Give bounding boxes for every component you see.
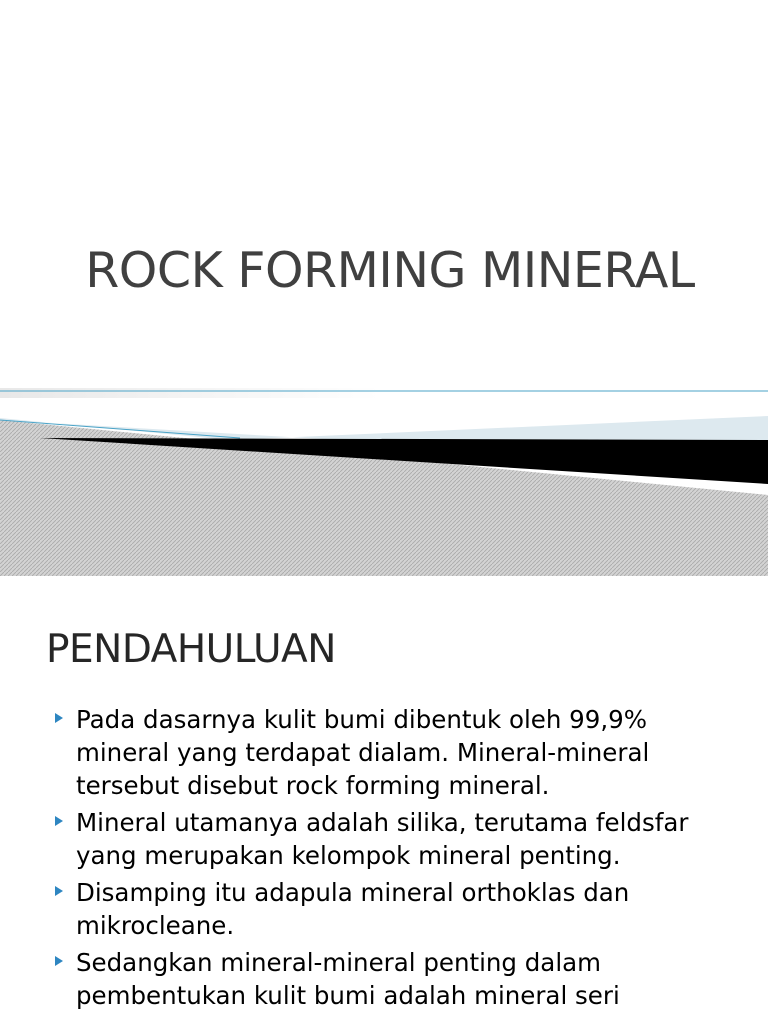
triangle-bullet-icon [55,886,63,896]
triangle-bullet-icon [55,713,63,723]
bullet-list [0,703,768,1016]
content-slide [0,576,768,1024]
triangle-bullet-icon [55,956,63,966]
slide-title: ROCK FORMING MINERAL [85,242,695,299]
bullet-item [0,946,768,1012]
bullet-item [0,876,768,942]
top-fade-strip [0,388,380,398]
bullet-item [0,806,768,872]
bullet-text: Disamping itu adapula mineral orthoklas dan mikrocleane. [76,878,630,940]
bullet-text: Mineral utamanya adalah silika, terutama feldsfar yang merupakan kelompok mineral penting. [76,808,689,870]
bullet-item [0,703,768,802]
section-heading: PENDAHULUAN [46,627,336,672]
bullet-text: Sedangkan mineral-mineral penting dalam pembentukan kulit bumi adalah mineral seri [76,948,620,1010]
decorative-wave-banner [0,380,768,576]
bullet-text: Pada dasarnya kulit bumi dibentuk oleh 99,9% mineral yang terdapat dialam. Mineral-mineral tersebut disebut rock forming mineral. [76,705,650,800]
triangle-bullet-icon [55,816,63,826]
